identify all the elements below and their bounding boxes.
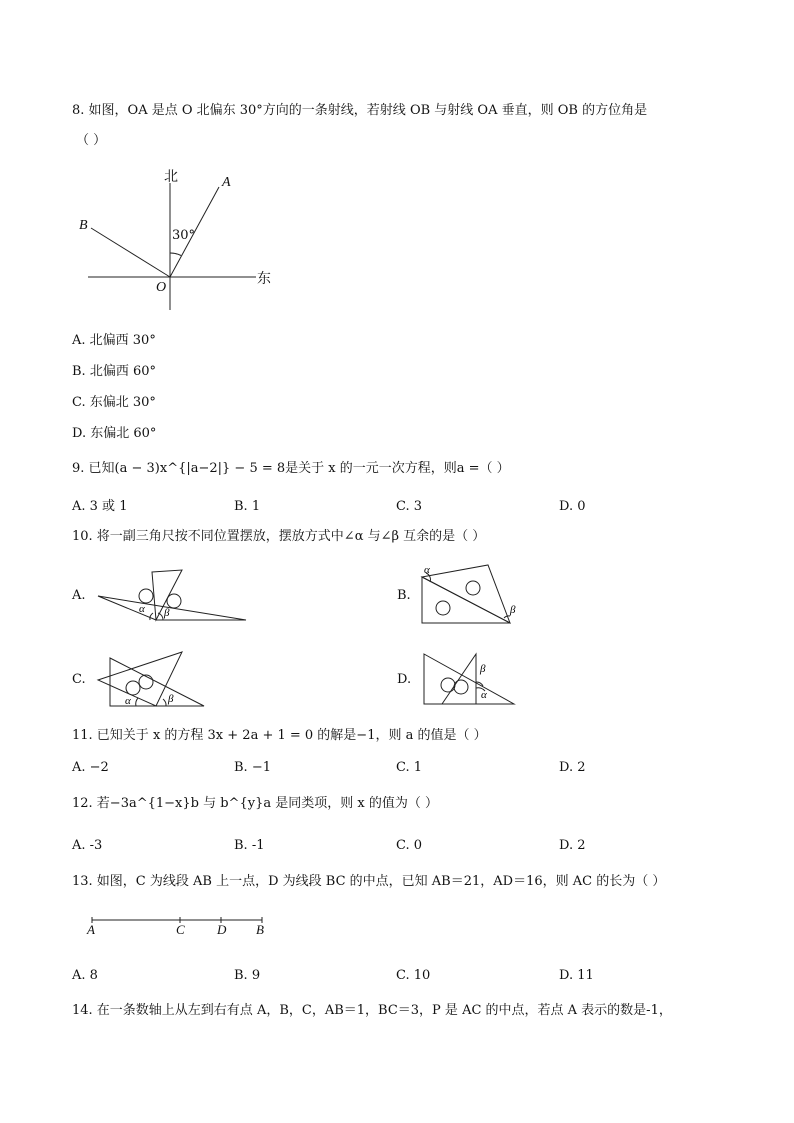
q13-option-c[interactable]: C. 10 [396,968,431,983]
q13-option-b[interactable]: B. 9 [234,968,261,983]
q12-option-b[interactable]: B. -1 [234,838,265,853]
point-a-label: A [222,175,231,190]
q10-option-d-label[interactable]: D. [397,672,412,687]
q11-option-c[interactable]: C. 1 [396,760,423,775]
q10-c-alpha: α [125,695,131,707]
q8-option-b[interactable]: B. 北偏西 60° [72,364,156,379]
q10-d-alpha: α [481,689,487,701]
q10-b-alpha: α [424,564,430,576]
question-9-stem: 9. 已知(a − 3)x^{|a−2|} − 5 = 8是关于 x 的一元一次方程，则a =（ ） [72,461,510,476]
q10-figure-d[interactable] [422,652,522,706]
q11-option-b[interactable]: B. −1 [234,760,271,775]
point-b-label: B [79,218,88,233]
question-11-stem: 11. 已知关于 x 的方程 3x + 2a + 1 = 0 的解是−1，则 a 的值是（ ） [72,728,487,743]
q10-option-a-label[interactable]: A. [72,588,86,603]
q10-d-beta: β [480,663,486,675]
angle-30-label: 30° [172,228,196,243]
q13-option-a[interactable]: A. 8 [72,968,98,983]
q10-b-beta: β [510,604,516,616]
q10-a-alpha: α [139,603,145,615]
q11-option-d[interactable]: D. 2 [559,760,586,775]
q10-c-beta: β [168,693,174,705]
q10-option-b-label[interactable]: B. [397,588,411,603]
q13-option-d[interactable]: D. 11 [559,968,594,983]
q10-option-c-label[interactable]: C. [72,672,86,687]
question-13-stem: 13. 如图，C 为线段 AB 上一点，D 为线段 BC 的中点，已知 AB＝21，AD＝16，则 AC 的长为（ ） [72,874,666,889]
east-label: 东 [257,271,271,287]
q9-option-d[interactable]: D. 0 [559,499,586,514]
question-12-stem: 12. 若−3a^{1−x}b 与 b^{y}a 是同类项，则 x 的值为（ ） [72,796,438,811]
q10-figure-a[interactable] [96,568,248,624]
q12-option-c[interactable]: C. 0 [396,838,423,853]
q8-option-c[interactable]: C. 东偏北 30° [72,395,156,410]
q8-option-d[interactable]: D. 东偏北 60° [72,426,157,441]
q10-figure-b[interactable] [418,563,522,629]
question-14-stem: 14. 在一条数轴上从左到右有点 A，B，C，AB＝1，BC＝3，P 是 AC 的中点，若点 A 表示的数是-1， [72,1003,672,1018]
segment-point-b: B [256,922,264,937]
q12-option-a[interactable]: A. -3 [72,838,103,853]
north-label: 北 [164,169,178,185]
q8-option-a[interactable]: A. 北偏西 30° [72,333,156,348]
segment-point-d: D [217,922,227,937]
question-10-stem: 10. 将一副三角尺按不同位置摆放，摆放方式中∠α 与∠β 互余的是（ ） [72,529,486,544]
question-8-stem: 8. 如图，OA 是点 O 北偏东 30°方向的一条射线，若射线 OB 与射线 OA 垂直，则 OB 的方位角是 [72,103,648,118]
q12-option-d[interactable]: D. 2 [559,838,586,853]
q10-a-beta: β [164,607,170,619]
point-o-label: O [156,280,167,295]
q11-option-a[interactable]: A. −2 [72,760,109,775]
segment-point-a: A [87,922,95,937]
q10-figure-c[interactable] [96,652,208,708]
q9-option-c[interactable]: C. 3 [396,499,423,514]
q9-option-a[interactable]: A. 3 或 1 [72,499,128,514]
question-8-blank: （ ） [76,133,107,148]
segment-point-c: C [176,922,185,937]
q9-option-b[interactable]: B. 1 [234,499,261,514]
